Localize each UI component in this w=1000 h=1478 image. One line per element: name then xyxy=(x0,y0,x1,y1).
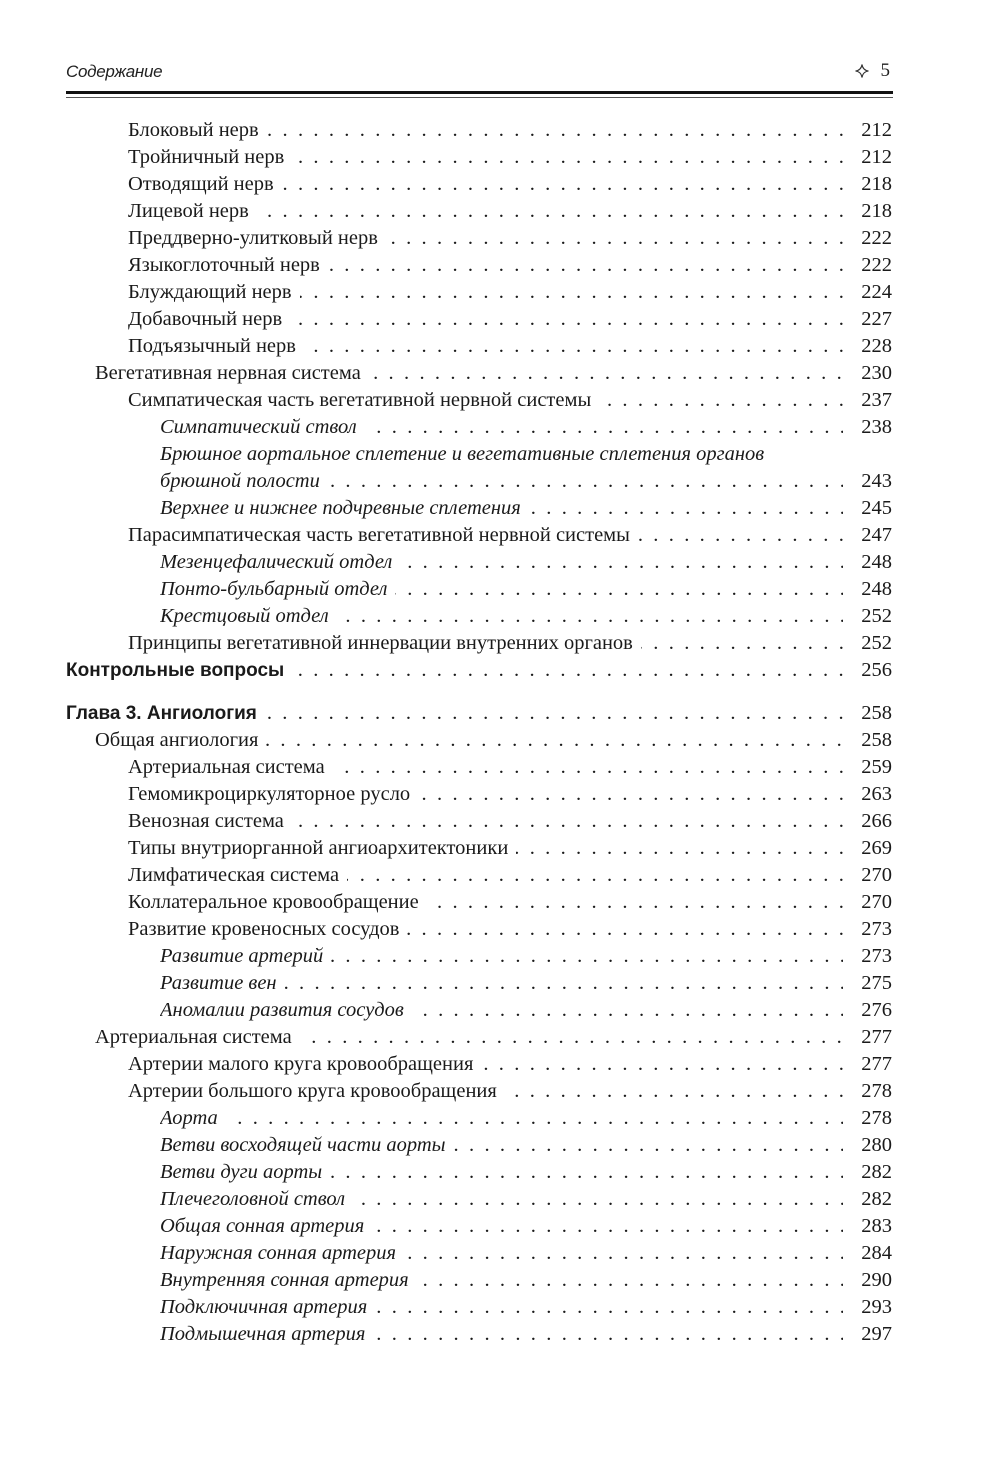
toc-entry-page-number: 248 xyxy=(861,578,892,600)
toc-entry-page-number: 248 xyxy=(861,551,892,573)
toc-entry-title-with-leader xyxy=(128,754,843,781)
toc-entry-title-with-leader xyxy=(160,441,772,468)
toc-entry-title-with-leader xyxy=(128,1051,843,1078)
toc-entry[interactable] xyxy=(0,1024,1000,1051)
toc-entry[interactable] xyxy=(0,862,1000,889)
toc-entry[interactable] xyxy=(0,1105,1000,1132)
toc-entry-title: Аномалии развития сосудов xyxy=(160,999,412,1021)
toc-entry-title: Артерии большого круга кровообращения xyxy=(128,1080,505,1102)
toc-entry-title-with-leader xyxy=(128,808,843,835)
toc-entry-title-with-leader xyxy=(95,727,843,754)
toc-entry-title: Блуждающий нерв xyxy=(128,281,300,303)
toc-entry-page-number: 218 xyxy=(861,200,892,222)
toc-entry[interactable] xyxy=(0,117,1000,144)
toc-entry-title-with-leader xyxy=(128,781,843,808)
toc-entry[interactable] xyxy=(0,576,1000,603)
toc-entry-page-number: 222 xyxy=(861,227,892,249)
toc-entry-title: Крестцовый отдел xyxy=(160,605,337,627)
toc-entry-title: Отводящий нерв xyxy=(128,173,282,195)
toc-entry-title: Внутренняя сонная артерия xyxy=(160,1269,417,1291)
toc-entry[interactable] xyxy=(0,1213,1000,1240)
toc-entry-title: Артерии малого круга кровообращения xyxy=(128,1053,481,1075)
toc-entry-page-number: 237 xyxy=(861,389,892,411)
toc-entry-title-with-leader xyxy=(160,603,843,630)
toc-entry-page-number: 263 xyxy=(861,783,892,805)
toc-entry-title-with-leader xyxy=(128,862,843,889)
toc-entry-title-with-leader xyxy=(160,943,843,970)
toc-entry[interactable] xyxy=(0,441,1000,468)
toc-entry[interactable] xyxy=(0,1267,1000,1294)
toc-entry-title: Глава 3. Ангиология xyxy=(66,703,265,724)
toc-entry[interactable] xyxy=(0,700,1000,727)
toc-entry-page-number: 270 xyxy=(861,891,892,913)
toc-entry-title: Общая сонная артерия xyxy=(160,1215,372,1237)
toc-entry-title-with-leader xyxy=(160,414,843,441)
page-number: 5 xyxy=(880,60,890,81)
toc-entry-page-number: 290 xyxy=(861,1269,892,1291)
toc-entry-page-number: 212 xyxy=(861,146,892,168)
toc-entry-page-number: 282 xyxy=(861,1161,892,1183)
toc-entry[interactable] xyxy=(0,916,1000,943)
toc-entry[interactable] xyxy=(0,754,1000,781)
toc-entry-title: Верхнее и нижнее подчревные сплетения xyxy=(160,497,529,519)
toc-entry-page-number: 252 xyxy=(861,605,892,627)
toc-entry-title: Преддверно-улитковый нерв xyxy=(128,227,386,249)
toc-entry[interactable] xyxy=(0,144,1000,171)
toc-entry-page-number: 283 xyxy=(861,1215,892,1237)
toc-entry-page-number: 276 xyxy=(861,999,892,1021)
toc-entry-page-number: 270 xyxy=(861,864,892,886)
toc-entry-title-with-leader xyxy=(128,387,843,414)
toc-entry-page-number: 227 xyxy=(861,308,892,330)
toc-entry-page-number: 266 xyxy=(861,810,892,832)
toc-entry-page-number: 273 xyxy=(861,918,892,940)
toc-entry[interactable] xyxy=(0,333,1000,360)
toc-entry-title: Брюшное аортальное сплетение и вегетативные сплетения органов xyxy=(160,443,772,465)
toc-entry-title: брюшной полости xyxy=(160,470,328,492)
toc-entry-title-with-leader xyxy=(128,252,843,279)
toc-entry-title: Контрольные вопросы xyxy=(66,660,292,681)
toc-entry-title-with-leader xyxy=(160,1240,843,1267)
running-header xyxy=(66,60,892,90)
toc-entry-page-number: 224 xyxy=(861,281,892,303)
toc-entry-page-number: 245 xyxy=(861,497,892,519)
toc-entry-page-number: 228 xyxy=(861,335,892,357)
toc-entry-title: Языкоглоточный нерв xyxy=(128,254,328,276)
toc-entry-page-number: 280 xyxy=(861,1134,892,1156)
toc-entry-title: Вегетативная нервная система xyxy=(95,362,369,384)
toc-entry-title: Артериальная система xyxy=(128,756,333,778)
toc-entry-title: Аорта xyxy=(160,1107,226,1129)
toc-entry-page-number: 278 xyxy=(861,1107,892,1129)
toc-entry-page-number: 278 xyxy=(861,1080,892,1102)
toc-entry-title: Добавочный нерв xyxy=(128,308,290,330)
toc-entry-title: Венозная система xyxy=(128,810,292,832)
toc-entry-page-number: 275 xyxy=(861,972,892,994)
toc-entry[interactable] xyxy=(0,279,1000,306)
toc-entry[interactable] xyxy=(0,970,1000,997)
toc-entry[interactable] xyxy=(0,808,1000,835)
toc-entry-title-with-leader xyxy=(160,1159,843,1186)
toc-entry-title-with-leader xyxy=(95,360,843,387)
toc-entry-page-number: 222 xyxy=(861,254,892,276)
toc-entry-title-with-leader xyxy=(128,916,843,943)
toc-entry-title-with-leader xyxy=(160,1105,843,1132)
toc-entry-page-number: 256 xyxy=(861,659,892,681)
toc-entry-title: Ветви дуги аорты xyxy=(160,1161,330,1183)
toc-entry-title: Мезенцефалический отдел xyxy=(160,551,400,573)
toc-entry-title-with-leader xyxy=(160,1213,843,1240)
toc-entry[interactable] xyxy=(0,360,1000,387)
toc-entry-title: Типы внутриорганной ангиоархитектоники xyxy=(128,837,516,859)
toc-entry[interactable] xyxy=(0,198,1000,225)
toc-entry[interactable] xyxy=(0,1321,1000,1348)
header-rule-thick xyxy=(66,91,893,94)
toc-entry-title-with-leader xyxy=(66,700,843,727)
toc-entry-title: Артериальная система xyxy=(95,1026,300,1048)
toc-entry-title-with-leader xyxy=(160,970,843,997)
toc-entry-title-with-leader xyxy=(128,522,843,549)
toc-entry[interactable] xyxy=(0,1051,1000,1078)
toc-entry-title-with-leader xyxy=(160,1267,843,1294)
toc-entry-title: Общая ангиология xyxy=(95,729,266,751)
toc-entry[interactable] xyxy=(0,225,1000,252)
four-point-star-icon xyxy=(855,64,869,78)
toc-entry-title-with-leader xyxy=(160,468,843,495)
toc-entry-title: Подмышечная артерия xyxy=(160,1323,373,1345)
toc-entry-title-with-leader xyxy=(95,1024,843,1051)
toc-entry-title-with-leader xyxy=(128,835,843,862)
toc-entry[interactable] xyxy=(0,1240,1000,1267)
toc-entry[interactable] xyxy=(0,468,1000,495)
toc-entry-page-number: 258 xyxy=(861,702,892,724)
toc-entry[interactable] xyxy=(0,781,1000,808)
toc-entry-page-number: 277 xyxy=(861,1053,892,1075)
toc-entry-title: Симпатическая часть вегетативной нервной системы xyxy=(128,389,599,411)
toc-entry-page-number: 258 xyxy=(861,729,892,751)
toc-entry-page-number: 212 xyxy=(861,119,892,141)
toc-entry-page-number: 293 xyxy=(861,1296,892,1318)
toc-entry-title-with-leader xyxy=(128,630,843,657)
toc-entry-page-number: 297 xyxy=(861,1323,892,1345)
toc-entry[interactable] xyxy=(0,1159,1000,1186)
toc-entry-title-with-leader xyxy=(160,1186,843,1213)
toc-entry-title-with-leader xyxy=(160,495,843,522)
toc-entry-title: Подъязычный нерв xyxy=(128,335,304,357)
toc-entry-title-with-leader xyxy=(128,333,843,360)
running-header-page xyxy=(855,60,891,82)
toc-entry-page-number: 277 xyxy=(861,1026,892,1048)
toc-entry-page-number: 230 xyxy=(861,362,892,384)
header-rule-thin xyxy=(66,97,893,98)
toc-entry[interactable] xyxy=(0,252,1000,279)
toc-entry[interactable] xyxy=(0,997,1000,1024)
toc-entry-title-with-leader xyxy=(160,997,843,1024)
toc-entry[interactable] xyxy=(0,414,1000,441)
toc-entry-title-with-leader xyxy=(128,171,843,198)
toc-entry-page-number: 218 xyxy=(861,173,892,195)
toc-entry[interactable] xyxy=(0,835,1000,862)
toc-entry-title-with-leader xyxy=(160,1132,843,1159)
toc-entry-title: Понто-бульбарный отдел xyxy=(160,578,395,600)
toc-entry[interactable] xyxy=(0,630,1000,657)
toc-entry-title-with-leader xyxy=(128,889,843,916)
toc-entry[interactable] xyxy=(0,727,1000,754)
toc-entry-title-with-leader xyxy=(128,198,843,225)
toc-entry-title-with-leader xyxy=(160,549,843,576)
toc-entry-title-with-leader xyxy=(160,576,843,603)
toc-entry[interactable] xyxy=(0,657,1000,684)
toc-entry-title-with-leader xyxy=(128,225,843,252)
toc-entry[interactable] xyxy=(0,522,1000,549)
toc-entry-title-with-leader xyxy=(128,1078,843,1105)
toc-entry-title: Лимфатическая система xyxy=(128,864,347,886)
toc-entry-page-number: 273 xyxy=(861,945,892,967)
toc-entry-page-number: 243 xyxy=(861,470,892,492)
toc-entry[interactable] xyxy=(0,549,1000,576)
toc-entry-title-with-leader xyxy=(66,657,843,684)
toc-entry[interactable] xyxy=(0,943,1000,970)
toc-entry-page-number: 247 xyxy=(861,524,892,546)
toc-entry-title: Парасимпатическая часть вегетативной нервной системы xyxy=(128,524,638,546)
toc-entry-title: Гемомикроциркуляторное русло xyxy=(128,783,418,805)
toc-entry[interactable] xyxy=(0,1078,1000,1105)
toc-entry-title: Развитие кровеносных сосудов xyxy=(128,918,407,940)
toc-entry-title: Развитие вен xyxy=(160,972,285,994)
toc-entry[interactable] xyxy=(0,171,1000,198)
toc-entry[interactable] xyxy=(0,603,1000,630)
toc-entry-title-with-leader xyxy=(160,1321,843,1348)
toc-entry-title-with-leader xyxy=(128,117,843,144)
toc-entry-title: Симпатический ствол xyxy=(160,416,365,438)
toc-entry-page-number: 238 xyxy=(861,416,892,438)
toc-entry-title: Лицевой нерв xyxy=(128,200,257,222)
toc-entry-title: Коллатеральное кровообращение xyxy=(128,891,427,913)
toc-entry-title-with-leader xyxy=(128,306,843,333)
toc-entry[interactable] xyxy=(0,387,1000,414)
toc-entry-page-number: 259 xyxy=(861,756,892,778)
toc-entry-title-with-leader xyxy=(160,1294,843,1321)
toc-entry[interactable] xyxy=(0,495,1000,522)
toc-entry-title-with-leader xyxy=(128,279,843,306)
toc-entry-title: Подключичная артерия xyxy=(160,1296,375,1318)
toc-entry-title: Принципы вегетативной иннервации внутренних органов xyxy=(128,632,641,654)
toc-entry-page-number: 282 xyxy=(861,1188,892,1210)
toc-entry-title: Тройничный нерв xyxy=(128,146,292,168)
toc-entry-title: Блоковый нерв xyxy=(128,119,267,141)
toc-entry-title-with-leader xyxy=(128,144,843,171)
toc-entry-title: Плечеголовной ствол xyxy=(160,1188,353,1210)
toc-entry-page-number: 269 xyxy=(861,837,892,859)
toc-entry[interactable] xyxy=(0,889,1000,916)
toc-entry-page-number: 252 xyxy=(861,632,892,654)
toc-entry-page-number: 284 xyxy=(861,1242,892,1264)
toc-entry-title: Ветви восходящей части аорты xyxy=(160,1134,454,1156)
toc-entry[interactable] xyxy=(0,306,1000,333)
toc-entry[interactable] xyxy=(0,1186,1000,1213)
toc-entry-title: Развитие артерий xyxy=(160,945,331,967)
toc-entry[interactable] xyxy=(0,1132,1000,1159)
toc-entry-title: Наружная сонная артерия xyxy=(160,1242,404,1264)
running-header-title: Содержание xyxy=(66,62,163,81)
toc-entry[interactable] xyxy=(0,1294,1000,1321)
